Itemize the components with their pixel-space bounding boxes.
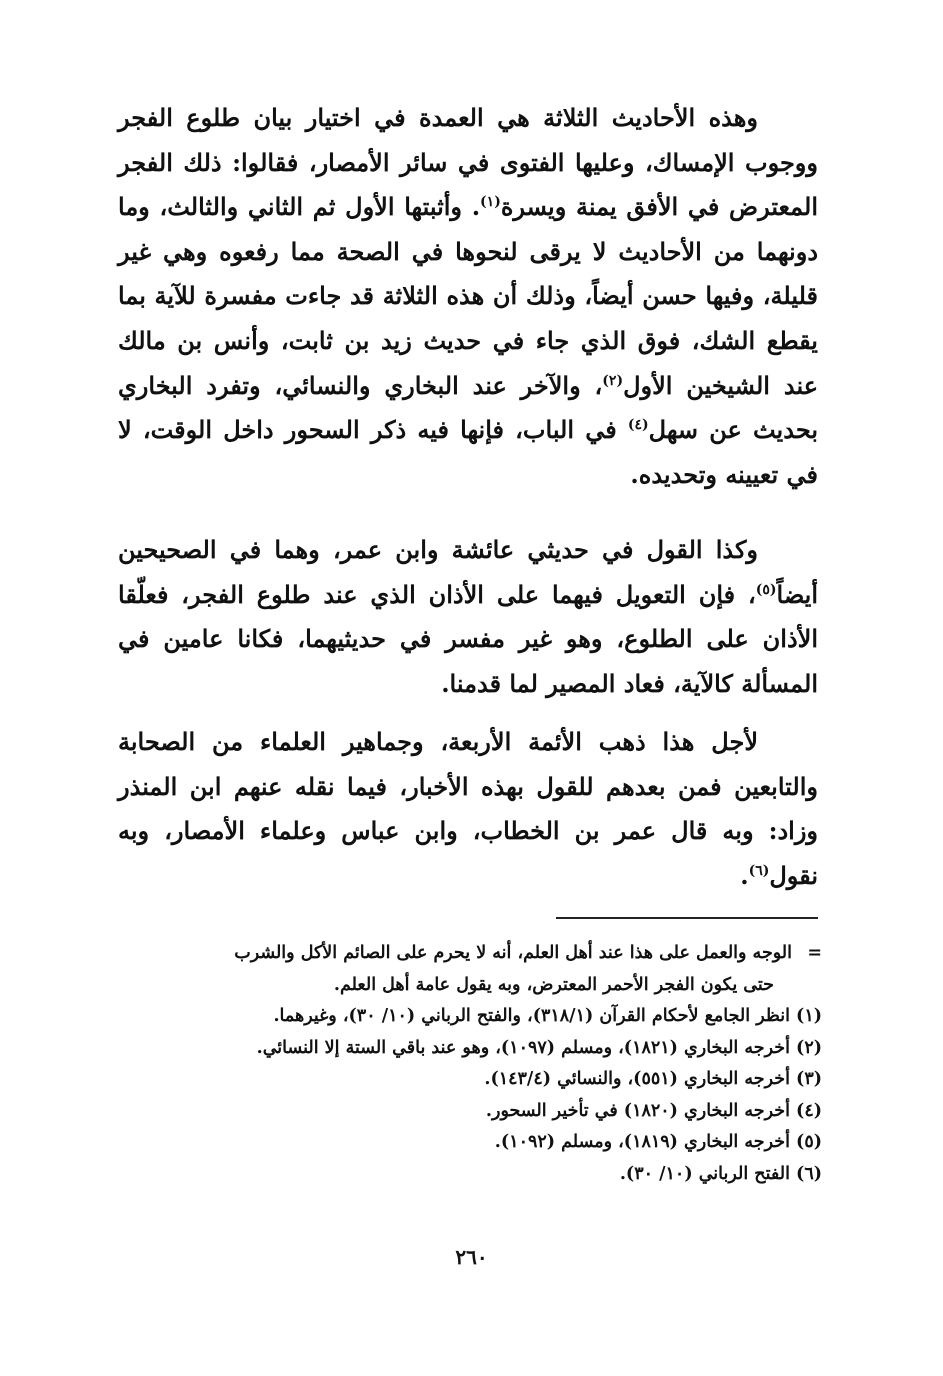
continuation-marker: = xyxy=(807,943,822,963)
footnote-1: (١) انظر الجامع لأحكام القرآن (٣١٨/١)، والفتح الرباني (١٠/ ٣٠)، وغيرهما. xyxy=(273,1006,822,1026)
paragraph-1 xyxy=(118,96,818,497)
footnotes xyxy=(150,938,822,1190)
paragraph-3-part-a: لأجل هذا ذهب الأئمة الأربعة، وجماهير العلماء من الصحابة والتابعين فمن بعدهم للقول بهذه الأخبار، فيما نقله عنهم ابن المنذر وزاد: وبه قال عمر بن الخطاب، وابن عباس وعلماء الأمصار، وبه نقول xyxy=(118,727,818,890)
footnote-3: (٣) أخرجه البخاري (٥٥١)، والنسائي (١٤٣/٤). xyxy=(484,1069,822,1089)
footnote-separator xyxy=(556,917,818,919)
footnote-6: (٦) الفتح الرباني (١٠/ ٣٠). xyxy=(619,1163,822,1184)
paragraph-3-part-b: . xyxy=(740,860,749,890)
footnote-ref-2: (٢) xyxy=(602,372,624,389)
footnote-4: (٤) أخرجه البخاري (١٨٢٠) في تأخير السحور. xyxy=(485,1100,822,1121)
page-number: ٢٦٠ xyxy=(455,1245,488,1269)
paragraph-1-part-a: وهذه الأحاديث الثلاثة هي العمدة في اختيار بيان طلوع الفجر ووجوب الإمساك، وعليها الفتوى في سائر الأمصار، فقالوا: ذلك الفجر المعترض في الأفق يمنة ويسرة xyxy=(118,103,818,222)
paragraph-1-part-c: ، والآخر عند البخاري والنسائي، وتفرد البخاري بحديث عن سهل xyxy=(118,370,818,445)
footnote-continuation-line-1 xyxy=(150,938,822,970)
paragraph-2-part-a: وكذا القول في حديثي عائشة وابن عمر، وهما في الصحيحين أيضاً xyxy=(118,535,818,609)
footnote-ref-6: (٦) xyxy=(748,862,770,879)
main-text xyxy=(118,96,819,890)
footnote-5: (٥) أخرجه البخاري (١٨١٩)، ومسلم (١٠٩٢). xyxy=(494,1132,822,1152)
paragraph-3 xyxy=(118,720,818,898)
paragraph-1-part-d: في الباب، فإنها فيه ذكر السحور داخل الوقت، لا في تعيينه وتحديده. xyxy=(118,415,818,489)
paragraph-2-part-b: ، فإن التعويل فيهما على الأذان الذي عند طلوع الفجر، فعلّقا الأذان على الطلوع، وهو غير مفسر في حديثيهما، فكانا عامين في المسألة كالآية، فعاد المصير لما قدمنا. xyxy=(118,579,818,698)
footnote-ref-4: (٤) xyxy=(627,417,649,434)
footnote-2: (٢) أخرجه البخاري (١٨٢١)، ومسلم (١٠٩٧)، وهو عند باقي الستة إلا النسائي. xyxy=(256,1037,822,1058)
paragraph-2 xyxy=(118,528,818,706)
paragraph-1-part-b: . وأثبتها الأول ثم الثاني والثالث، وما دونهما من الأحاديث لا يرقى لنحوها في الصحة مما رفعوه وهي غير قليلة، وفيها حسن أيضاً، وذلك أن هذه الثلاثة قد جاءت مفسرة للآية بما يقطع الشك، فوق الذي جاء في حديث زيد بن ثابت، وأنس بن مالك عند الشيخين الأول xyxy=(118,192,819,400)
footnote-ref-5: (٥) xyxy=(755,581,777,598)
footnote-ref-1: (١) xyxy=(480,194,501,211)
footnote-continuation-line-2: حتى يكون الفجر الأحمر المعترض، وبه يقول عامة أهل العلم. xyxy=(333,974,774,995)
continuation-text-1: الوجه والعمل على هذا عند أهل العلم، أنه لا يحرم على الصائم الأكل والشرب xyxy=(234,943,792,963)
